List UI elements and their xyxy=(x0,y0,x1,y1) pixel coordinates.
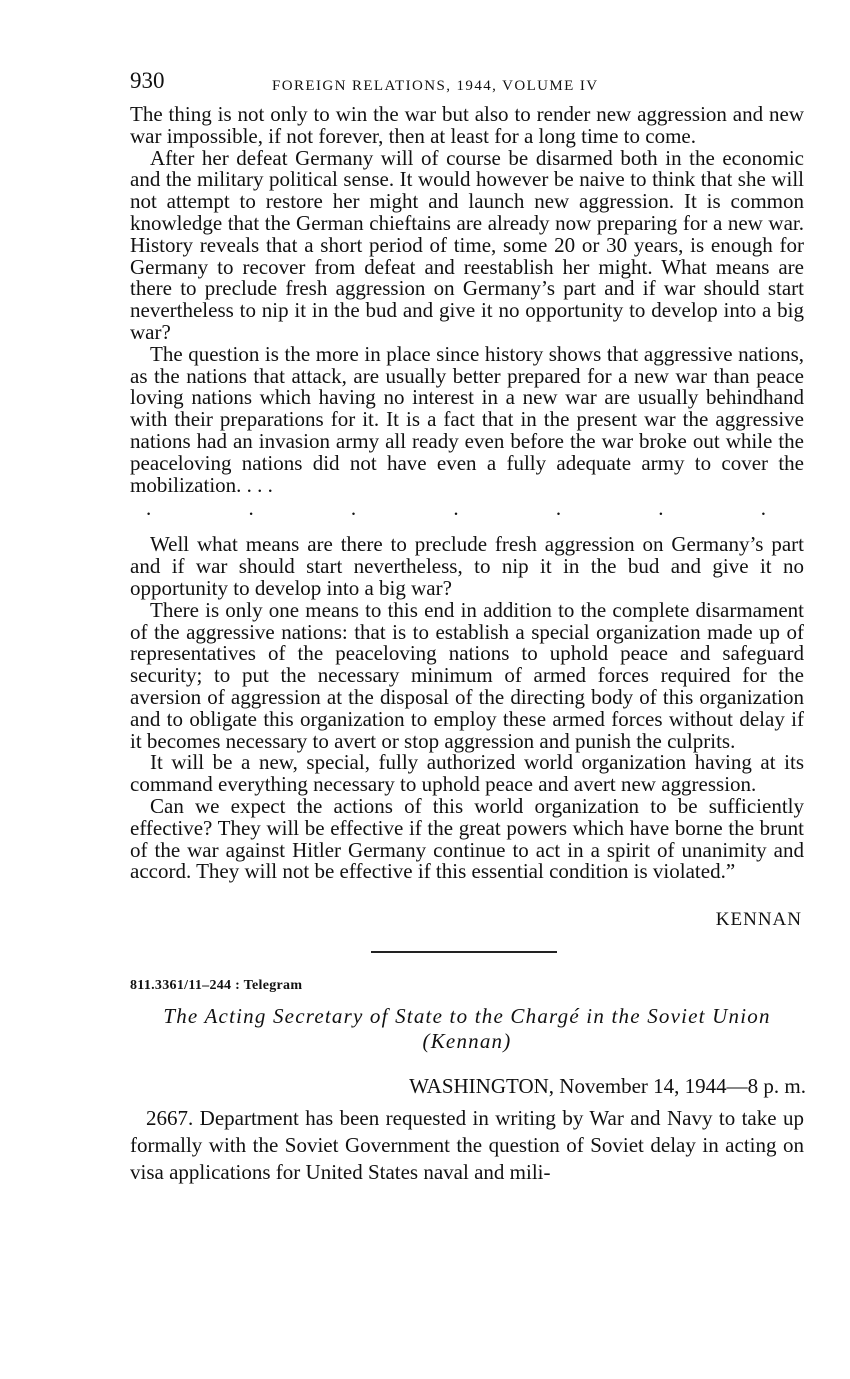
telegram-body: 2667. Department has been requested in writing by War and Navy to take up formally with the Soviet Government the question of Soviet delay in acting on visa applications for United States naval and mili- xyxy=(130,1106,804,1185)
running-head xyxy=(130,68,804,104)
omission-dot: . xyxy=(658,496,664,521)
omission-dot: . xyxy=(555,496,562,521)
omission-dots xyxy=(130,496,804,534)
paragraph-2: After her defeat Germany will of course be disarmed both in the economic and the military political sense. It would however be naive to think that she will not attempt to restore her might and launch new aggression. It is common knowledge that the German chieftains are already now preparing for a new war. History reveals that a short period of time, some 20 or 30 years, is enough for Germany to recover from defeat and reestablish her might. What means are there to preclude fresh aggression on Germany’s part and if war should start nevertheless to nip it in the bud and give it no opportunity to develop into a big war? xyxy=(130,145,804,344)
section-divider xyxy=(371,951,557,953)
paragraph-4: Well what means are there to preclude fresh aggression on Germany’s part and if war should start nevertheless, to nip it in the bud and give it no opportunity to develop into a big war? xyxy=(130,532,804,600)
omission-dot: . xyxy=(350,496,357,521)
file-reference: 811.3361/11–244 : Telegram xyxy=(130,978,303,994)
document-heading-recipient: (Kennan) xyxy=(422,1029,512,1054)
paragraph-5: There is only one means to this end in addition to the complete disarmament of the aggressive nations: that is to establish a special organization made up of representatives of the peaceloving nations to uphold peace and safeguard security; to put the necessary minimum of armed forces required for the aversion of aggression at the disposal of the directing body of this organization and to obligate this organization to employ these armed forces without delay if it becomes necessary to avert or stop aggression and punish the culprits. xyxy=(130,597,804,753)
paragraph-3: The question is the more in place since history shows that aggressive nations, as the nations that attack, are usually better prepared for a new war than peace loving nations which having no interest in a new war are usually behindhand with their preparations for it. It is a fact that in the present war the aggressive nations had an invasion army all ready even before the war broke out while the peaceloving nations did not have even a fully adequate army to cover the mobilization. . . . xyxy=(130,341,804,497)
signature: KENNAN xyxy=(715,909,802,931)
omission-dot: . xyxy=(248,496,254,521)
paragraph-6: It will be a new, special, fully authorized world organization having at its command everything necessary to uphold peace and avert new aggression. xyxy=(130,750,804,797)
paragraph-1: The thing is not only to win the war but also to render new aggression and new war impossible, if not forever, then at least for a long time to come. xyxy=(130,102,804,148)
omission-dot: . xyxy=(453,496,459,521)
dateline: WASHINGTON, November 14, 1944—8 p. m. xyxy=(409,1074,806,1099)
omission-dot: . xyxy=(760,496,766,521)
page-number: 930 xyxy=(130,68,165,93)
running-title: FOREIGN RELATIONS, 1944, VOLUME IV xyxy=(272,78,599,94)
document-page xyxy=(130,68,804,1186)
document-heading: The Acting Secretary of State to the Chargé in the Soviet Union xyxy=(163,1004,771,1029)
paragraph-7: Can we expect the actions of this world organization to be sufficiently effective? They will be effective if the great powers which have borne the brunt of the war against Hitler Germany continue to act in a spirit of unanimity and accord. They will not be effective if this essential condition is violated.” xyxy=(130,793,804,884)
omission-dot: . xyxy=(146,496,152,521)
